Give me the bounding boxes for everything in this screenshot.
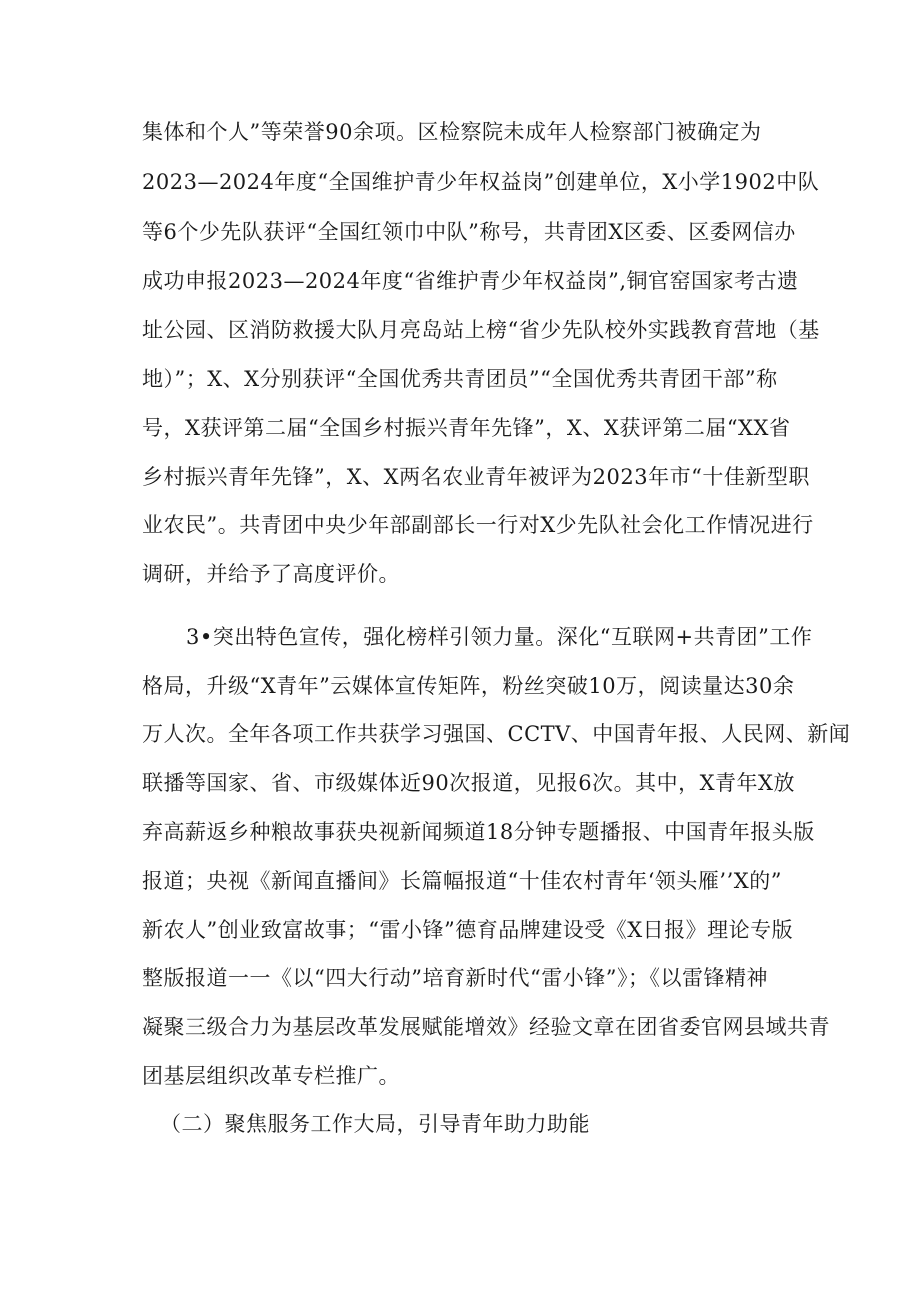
text-line: 址公园、区消防救援大队月亮岛站上榜“省少先队校外实践教育营地（基 (142, 318, 820, 342)
text-line: 调研，并给予了高度评价。 (142, 562, 400, 586)
text-line: 整版报道一一《以“四大行动”培育新时代“雷小锋”》；《以雷锋精神 (142, 966, 768, 990)
text-line: 弃高薪返乡种粮故事获央视新闻频道18分钟专题播报、中国青年报头版 (142, 820, 815, 844)
text-line: 2023—2024年度“全国维护青少年权益岗”创建单位，X小学1902中队 (142, 170, 820, 194)
text-line: 号，X获评第二届“全国乡村振兴青年先锋”，X、X获评第二届“XX省 (142, 416, 791, 440)
text-line: 万人次。全年各项工作共获学习强国、CCTV、中国青年报、人民网、新闻 (142, 722, 851, 746)
text-line: 乡村振兴青年先锋”，X、X两名农业青年被评为2023年市“十佳新型职 (142, 465, 810, 489)
text-line: 成功申报2023—2024年度“省维护青少年权益岗”,铜官窑国家考古遗 (142, 269, 799, 293)
text-line: 集体和个人”等荣誉90余项。区检察院未成年人检察部门被确定为 (142, 120, 762, 144)
text-line: 业农民”。共青团中央少年部副部长一行对X少先队社会化工作情况进行 (142, 513, 814, 537)
text-line: 等6个少先队获评“全国红领巾中队”称号，共青团X区委、区委网信办 (142, 220, 796, 244)
text-line: 3•突出特色宣传，强化榜样引领力量。深化“互联网+共青团”工作 (186, 625, 813, 649)
section-heading: （二）聚焦服务工作大局，引导青年助力助能 (160, 1112, 590, 1136)
text-line: 联播等国家、省、市级媒体近90次报道，见报6次。其中，X青年X放 (142, 771, 795, 795)
text-line: 团基层组织改革专栏推广。 (142, 1064, 400, 1088)
text-line: 新农人”创业致富故事；“雷小锋”德育品牌建设受《X日报》理论专版 (142, 918, 794, 942)
text-line: 格局，升级“X青年”云媒体宣传矩阵，粉丝突破10万，阅读量达30余 (142, 674, 795, 698)
text-line: 报道；央视《新闻直播间》长篇幅报道“十佳农村青年‘领头雁’’X的” (142, 869, 782, 893)
text-line: 凝聚三级合力为基层改革发展赋能增效》经验文章在团省委官网县域共青 (142, 1015, 830, 1039)
text-line: 地）”；X、X分别获评“全国优秀共青团员”“全国优秀共青团干部”称 (142, 367, 778, 391)
